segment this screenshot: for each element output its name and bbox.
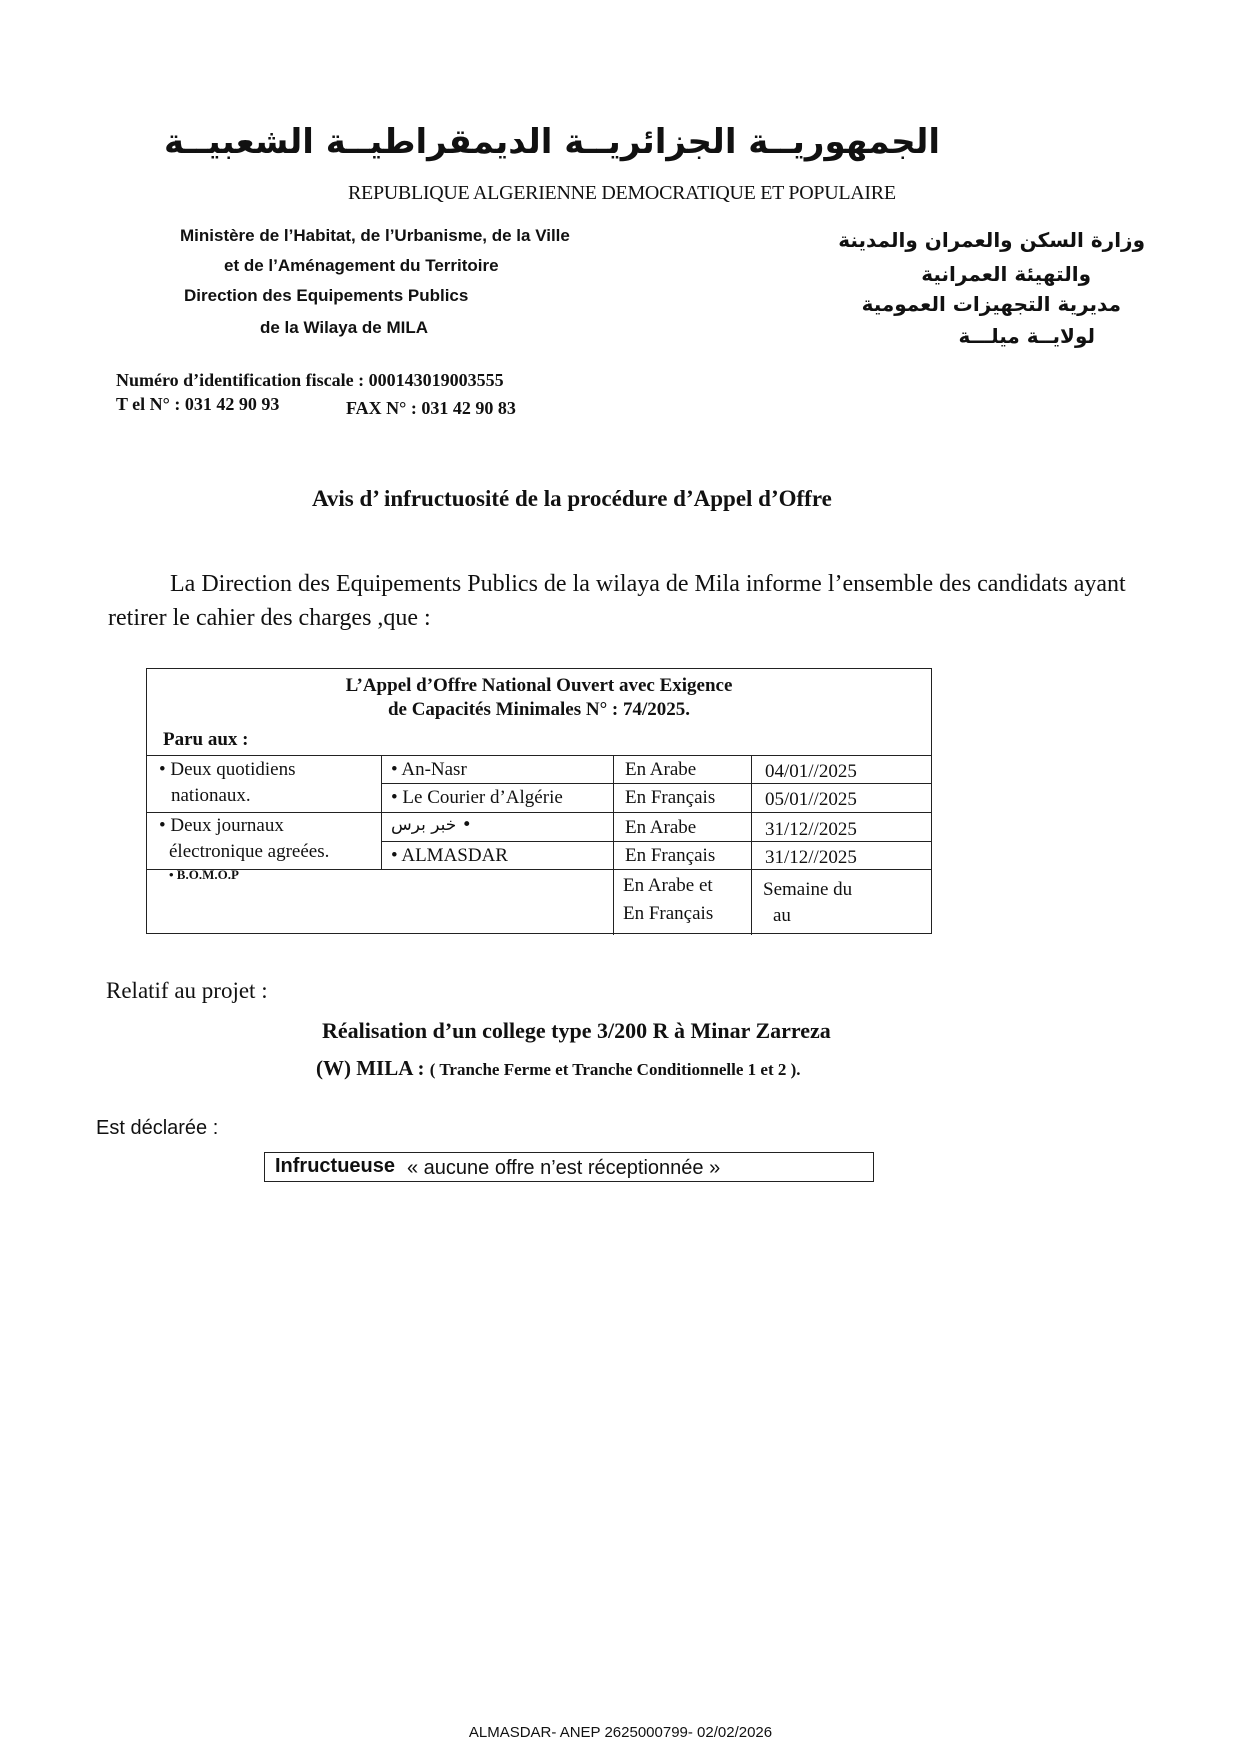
ministry-ar-line-3: مديرية التجهيزات العمومية	[861, 292, 1121, 316]
bomop-date-line-2: au	[773, 905, 791, 926]
ministry-ar-line-2: والتهيئة العمرانية	[921, 262, 1091, 286]
notice-title: Avis d’ infructuosité de la procédure d’Appel d’Offre	[312, 486, 832, 511]
paru-label: Paru aux :	[163, 729, 249, 750]
table-row-language: En Arabe	[625, 817, 697, 838]
table-divider	[381, 783, 931, 784]
group-journaux-line-2: électronique agreées.	[169, 841, 330, 862]
ministry-fr-line-3: Direction des Equipements Publics	[184, 286, 469, 305]
bomop-language-line-1: En Arabe et	[623, 875, 713, 896]
table-heading-line-2: de Capacités Minimales N° : 74/2025.	[387, 699, 691, 720]
footer-reference: ALMASDAR- ANEP 2625000799- 02/02/2026	[468, 1724, 773, 1741]
table-divider	[381, 755, 382, 869]
table-row-name: خبر برس •	[391, 815, 472, 835]
ministry-ar-line-4: لولايــة ميلـــة	[958, 324, 1095, 348]
arabic-republic-title: الجمهوريــة الجزائريــة الديمقراطيــة الشعبيــة	[164, 122, 940, 162]
table-heading-line-1: L’Appel d’Offre National Ouvert avec Exigence	[345, 675, 733, 696]
table-row-date: 31/12//2025	[765, 819, 857, 840]
table-row-date: 31/12//2025	[765, 847, 857, 868]
telephone-number: T el N° : 031 42 90 93	[116, 394, 280, 414]
table-divider	[147, 869, 931, 870]
french-republic-title: REPUBLIQUE ALGERIENNE DEMOCRATIQUE ET POPULAIRE	[348, 182, 896, 204]
ministry-fr-line-4: de la Wilaya de MILA	[260, 318, 428, 337]
project-line-2-main: (W) MILA :	[316, 1056, 430, 1080]
declaration-detail: « aucune offre n’est réceptionnée »	[407, 1157, 721, 1179]
table-row-name: • An-Nasr	[391, 759, 467, 780]
table-divider	[147, 755, 931, 756]
fiscal-id: Numéro d’identification fiscale : 000143019003555	[116, 370, 504, 390]
table-row-date: 04/01//2025	[765, 761, 857, 782]
table-divider	[381, 841, 931, 842]
table-row-language: En Français	[625, 845, 716, 866]
group-quotidiens-line-2: nationaux.	[171, 785, 251, 806]
project-title-line-2	[316, 1056, 801, 1081]
publication-table	[146, 668, 932, 934]
table-divider	[613, 755, 614, 935]
bomop-language-line-2: En Français	[623, 903, 714, 924]
ministry-ar-line-1: وزارة السكن والعمران والمدينة	[838, 228, 1145, 252]
table-row-date: 05/01//2025	[765, 789, 857, 810]
ministry-fr-line-1: Ministère de l’Habitat, de l’Urbanisme, de la Ville	[180, 226, 570, 245]
table-divider	[751, 755, 752, 935]
table-row-language: En Français	[625, 787, 716, 808]
notice-body	[108, 567, 1128, 635]
group-journaux-line-1: • Deux journaux	[159, 815, 284, 836]
bomop-date-line-1: Semaine du	[763, 879, 853, 900]
table-row-language: En Arabe	[625, 759, 697, 780]
project-line-2-rest: ( Tranche Ferme et Tranche Conditionnelle 1 et 2 ).	[429, 1060, 801, 1079]
table-heading	[147, 669, 931, 755]
group-quotidiens-line-1: • Deux quotidiens	[159, 759, 296, 780]
declaration-status: Infructueuse	[275, 1155, 396, 1177]
project-title-line-1: Réalisation d’un college type 3/200 R à Minar Zarreza	[322, 1018, 831, 1043]
ministry-fr-line-2: et de l’Aménagement du Territoire	[224, 256, 499, 275]
project-label: Relatif au projet :	[106, 978, 268, 1003]
table-row-name: • ALMASDAR	[391, 845, 508, 866]
notice-body-text: La Direction des Equipements Publics de la wilaya de Mila informe l’ensemble des candidats ayant retirer le cahier des charges ,que :	[108, 571, 1126, 631]
table-divider	[147, 812, 931, 813]
declaration-status-box	[264, 1152, 874, 1182]
declaration-label: Est déclarée :	[96, 1117, 219, 1139]
fax-number: FAX N° : 031 42 90 83	[346, 398, 516, 418]
table-row-name: • Le Courier d’Algérie	[391, 787, 563, 808]
bomop-label: • B.O.M.O.P	[169, 867, 239, 882]
